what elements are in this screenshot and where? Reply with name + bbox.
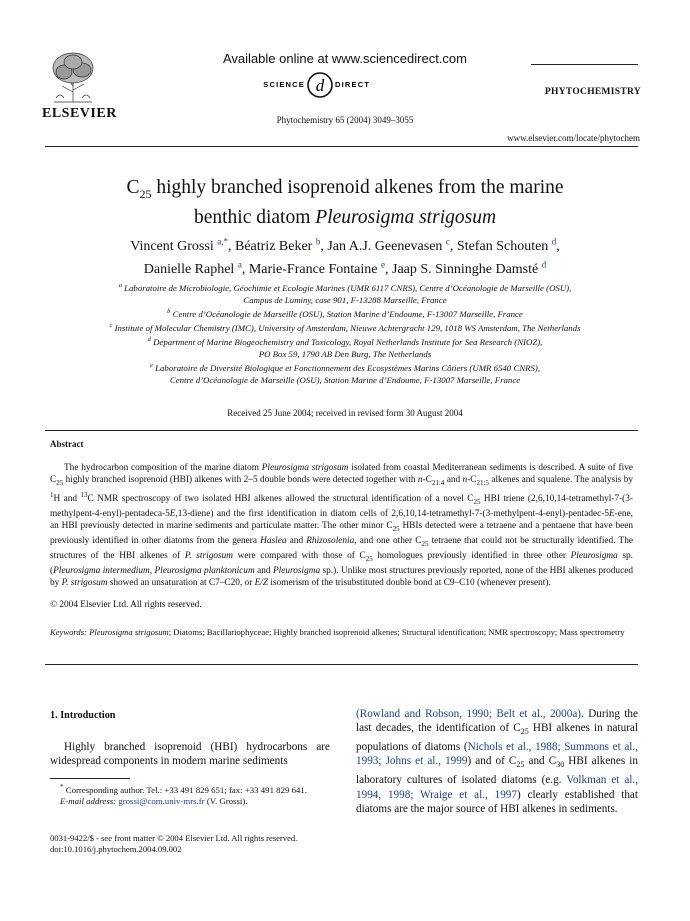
affiliations [0, 280, 690, 386]
journal-url[interactable]: www.elsevier.com/locate/phytochem [507, 133, 640, 143]
author: Stefan Schouten $^d$, [456, 236, 560, 254]
keywords-divider [45, 664, 638, 665]
affiliation-line: $^e$ Laboratoire de Diversité Biologique et Fonctionnement des Ecosystèmes Marins Côtiers (UMR 6540 CNRS), [149, 362, 541, 374]
email-link[interactable]: grossi@com.univ-mrs.fr [118, 796, 205, 807]
header-divider [45, 146, 638, 147]
publisher-name: ELSEVIER [42, 106, 117, 121]
section-heading: 1. Introduction [50, 710, 116, 721]
citation-link[interactable]: (Rowland and Robson, 1990; Belt et al., 2000a) [356, 708, 582, 720]
affiliation-line: $^a$ Laboratoire de Microbiologie, Géochimie et Ecologie Marines (UMR 6117 CNRS), Centre d’Océanologie de Marseille (OSU), [118, 282, 572, 293]
journal-name: PHYTOCHEMISTRY [544, 87, 641, 97]
abstract-heading: Abstract [50, 439, 84, 449]
affiliation-line: $^d$ Department of Marine Biogeochemistry and Toxicology, Royal Netherlands Institute for Sea Research (NIOZ), [147, 336, 543, 348]
article-title: $C_{25}$ highly branched isoprenoid alkenes from the marine benthic diatom Pleurosigma strigosum [126, 177, 564, 228]
svg-text:d: d [315, 76, 325, 95]
copyright-notice: © 2004 Elsevier Ltd. All rights reserved. [50, 600, 202, 610]
footnote-rule [50, 778, 130, 779]
author-line-1 [0, 232, 690, 256]
author-line-2 [0, 256, 690, 280]
author: Marie-France Fontaine $^e$, [248, 259, 393, 278]
journal-name-rule [531, 64, 638, 65]
author-list [0, 232, 690, 279]
author: Béatriz Beker $^b$, [234, 236, 328, 254]
author: Jan A.J. Geenevasen $^c$, [327, 236, 457, 254]
citation-link[interactable]: Volkman et al., 1994, 1998; Wraige et al., 1997 [356, 774, 639, 801]
abstract-body: The hydrocarbon composition of the marine diatom Pleurosigma strigosum isolated from coastal Mediterranean sediments is described. A suite of five $C_{25}$ highly branched isoprenoid (HBI) alkenes with 2–5 double bonds were detected together with $n-C_{21:4}$ and $n-C_{21:5}$ alkenes and squalene. The analysis by $^1$H and $^{13}$C NMR spectroscopy of two isolated HBI alkenes allowed the structural identification of a novel $C_{25}$ HBI triene (2,6,10,14-tetramethyl-7-(3-methylpent-4-enyl)-pentadeca-5E,13-diene) and the first identification in diatom cells of 2,6,10,14-tetramethyl-7-(3-methylpent-4-enyl)-pentadec-5E-ene, an HBI previously detected in marine sediments and particulate matter. The other minor $C_{25}$ HBIs detected were a tetraene and a pentaene that have been previously identified in other diatoms from the genera Haslea and Rhizosolenia, and one other $C_{25}$ tetraene that could not be structurally identified. The structures of the HBI alkenes of P. strigosum were compared with those of $C_{25}$ homologues previously identified in three other Pleurosigma sp. (Pleurosigma intermedium, Pleurosigma planktonicum and Pleurosigma sp.). Unlike most structures previously reported, none of the HBI alkenes produced by P. strigosum showed an unsaturation at C7–C20, or E/Z isomerism of the trisubstituted double bond at C9–C10 (whenever present). [50, 463, 634, 589]
journal-citation: Phytochemistry 65 (2004) 3049–3055 [276, 115, 414, 125]
affiliation-line: $^b$ Centre d’Océanologie de Marseille (OSU), Station Marine d’Endoume, F-13007 Marseille, France [167, 308, 523, 320]
intro-paragraph-right: (Rowland and Robson, 1990; Belt et al., 2000a). During the last decades, the identification of $C_{25}$ HBI alkenes in natural populations of diatoms (Nichols et al., 1988; Summons et al., 1993; Johns et al., 1999) and of $C_{25}$ and $C_{30}$ HBI alkenes in laboratory cultures of isolated diatoms (e.g. Volkman et al., 1994, 1998; Wraige et al., 1997) clearly established that diatoms are the major source of HBI alkenes in sediments. [356, 708, 639, 815]
author: Danielle Raphel $^a$, [143, 259, 249, 278]
affiliation-line: $^c$ Institute of Molecular Chemistry (IMC), University of Amsterdam, Nieuwe Achtergracht 129, 1018 WS Amsterdam, The Netherlands [109, 322, 581, 334]
author: Jaap S. Sinninghe Damsté $^d$ [392, 259, 547, 278]
author: Vincent Grossi $^{a,*}$, [130, 236, 235, 254]
received-dates: Received 25 June 2004; received in revised form 30 August 2004 [227, 408, 463, 418]
citation-link[interactable]: Nichols et al., 1988; Summons et al., 1993; Johns et al., 1999 [356, 741, 638, 768]
front-matter: 0031-9422/$ - see front matter © 2004 Elsevier Ltd. All rights reserved. doi:10.1016/j.phytochem.2004.09.002 [50, 833, 298, 854]
available-online-line: Available online at www.sciencedirect.com [223, 51, 467, 66]
abstract-divider [45, 430, 638, 431]
intro-paragraph-left: Highly branched isoprenoid (HBI) hydrocarbons are widespread components in modern marine sediments [50, 741, 330, 768]
affiliation-line: Campus de Luminy, case 901, F-13288 Marseille, France [243, 295, 447, 306]
sd-logo-right: DIRECT [335, 80, 371, 89]
sd-logo-left: SCIENCE [263, 80, 305, 89]
affiliation-line: Centre d’Océanologie de Marseille (OSU), Station Marine d’Endoume, F-13007 Marseille, France [169, 375, 521, 386]
affiliation-line: PO Box 59, 1790 AB Den Burg, The Netherlands [258, 349, 432, 360]
keywords: Keywords: Pleurosigma strigosum; Diatoms; Bacillariophyceae; Highly branched isoprenoid alkenes; Structural identification; NMR spectroscopy; Mass spectrometry [50, 627, 625, 637]
sciencedirect-logo [247, 72, 447, 100]
footnote: * Corresponding author. Tel.: +33 491 829 651; fax: +33 491 829 641. E-mail address: grossi@com.univ-mrs.fr (V. Grossi). [60, 783, 307, 807]
